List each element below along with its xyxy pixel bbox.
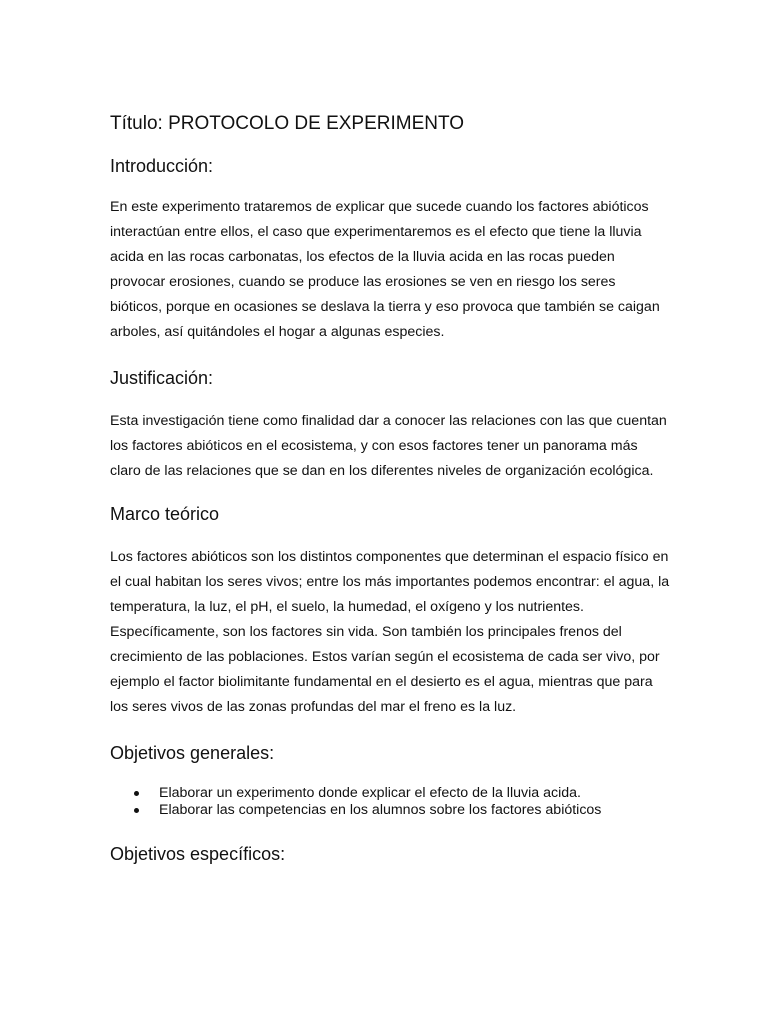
list-item-text: Elaborar las competencias en los alumnos sobre los factores abióticos [159,802,602,818]
document-body [110,110,670,867]
list-item [110,802,670,819]
objetivos-especificos-heading: Objetivos específicos: [110,844,286,864]
marco-teorico-paragraph: Los factores abióticos son los distintos componentes que determinan el espacio físico en el cual habitan los seres vivos; entre los más importantes podemos encontrar: el agua, la temperatura, la luz, el pH, el suelo, la humedad, el oxígeno y los nutrientes. Específicamente, son los factores sin vida. Son también los principales frenos del crecimiento de las poblaciones. Estos varían según el ecosistema de cada ser vivo, por ejemplo el factor biolimitante fundamental en el desierto es el agua, mientras que para los seres vivos de las zonas profundas del mar el freno es la luz. [110,549,670,715]
introduccion-paragraph: En este experimento trataremos de explicar que sucede cuando los factores abióticos interactúan entre ellos, el caso que experimentaremos es el efecto que tiene la lluvia acida en las rocas carbonatas, los efectos de la lluvia acida en las rocas pueden provocar erosiones, cuando se produce las erosiones se ven en riesgo los seres bióticos, porque en ocasiones se deslava la tierra y eso provoca que también se caigan arboles, así quitándoles el hogar a algunas especies. [110,199,660,340]
introduccion-heading: Introducción: [110,156,214,176]
list-item-text: Elaborar un experimento donde explicar el efecto de la lluvia acida. [159,785,581,801]
marco-teorico-heading: Marco teórico [110,504,220,524]
bullet-icon [134,808,139,813]
objetivos-generales-list [110,785,670,819]
objetivos-generales-heading: Objetivos generales: [110,743,275,763]
justificacion-paragraph: Esta investigación tiene como finalidad dar a conocer las relaciones con las que cuentan los factores abióticos en el ecosistema, y con esos factores tener un panorama más claro de las relaciones que se dan en los diferentes niveles de organización ecológica. [110,413,667,479]
justificacion-heading: Justificación: [110,368,214,388]
document-title: Título: PROTOCOLO DE EXPERIMENTO [110,113,465,134]
bullet-icon [134,791,139,796]
list-item [110,785,670,802]
